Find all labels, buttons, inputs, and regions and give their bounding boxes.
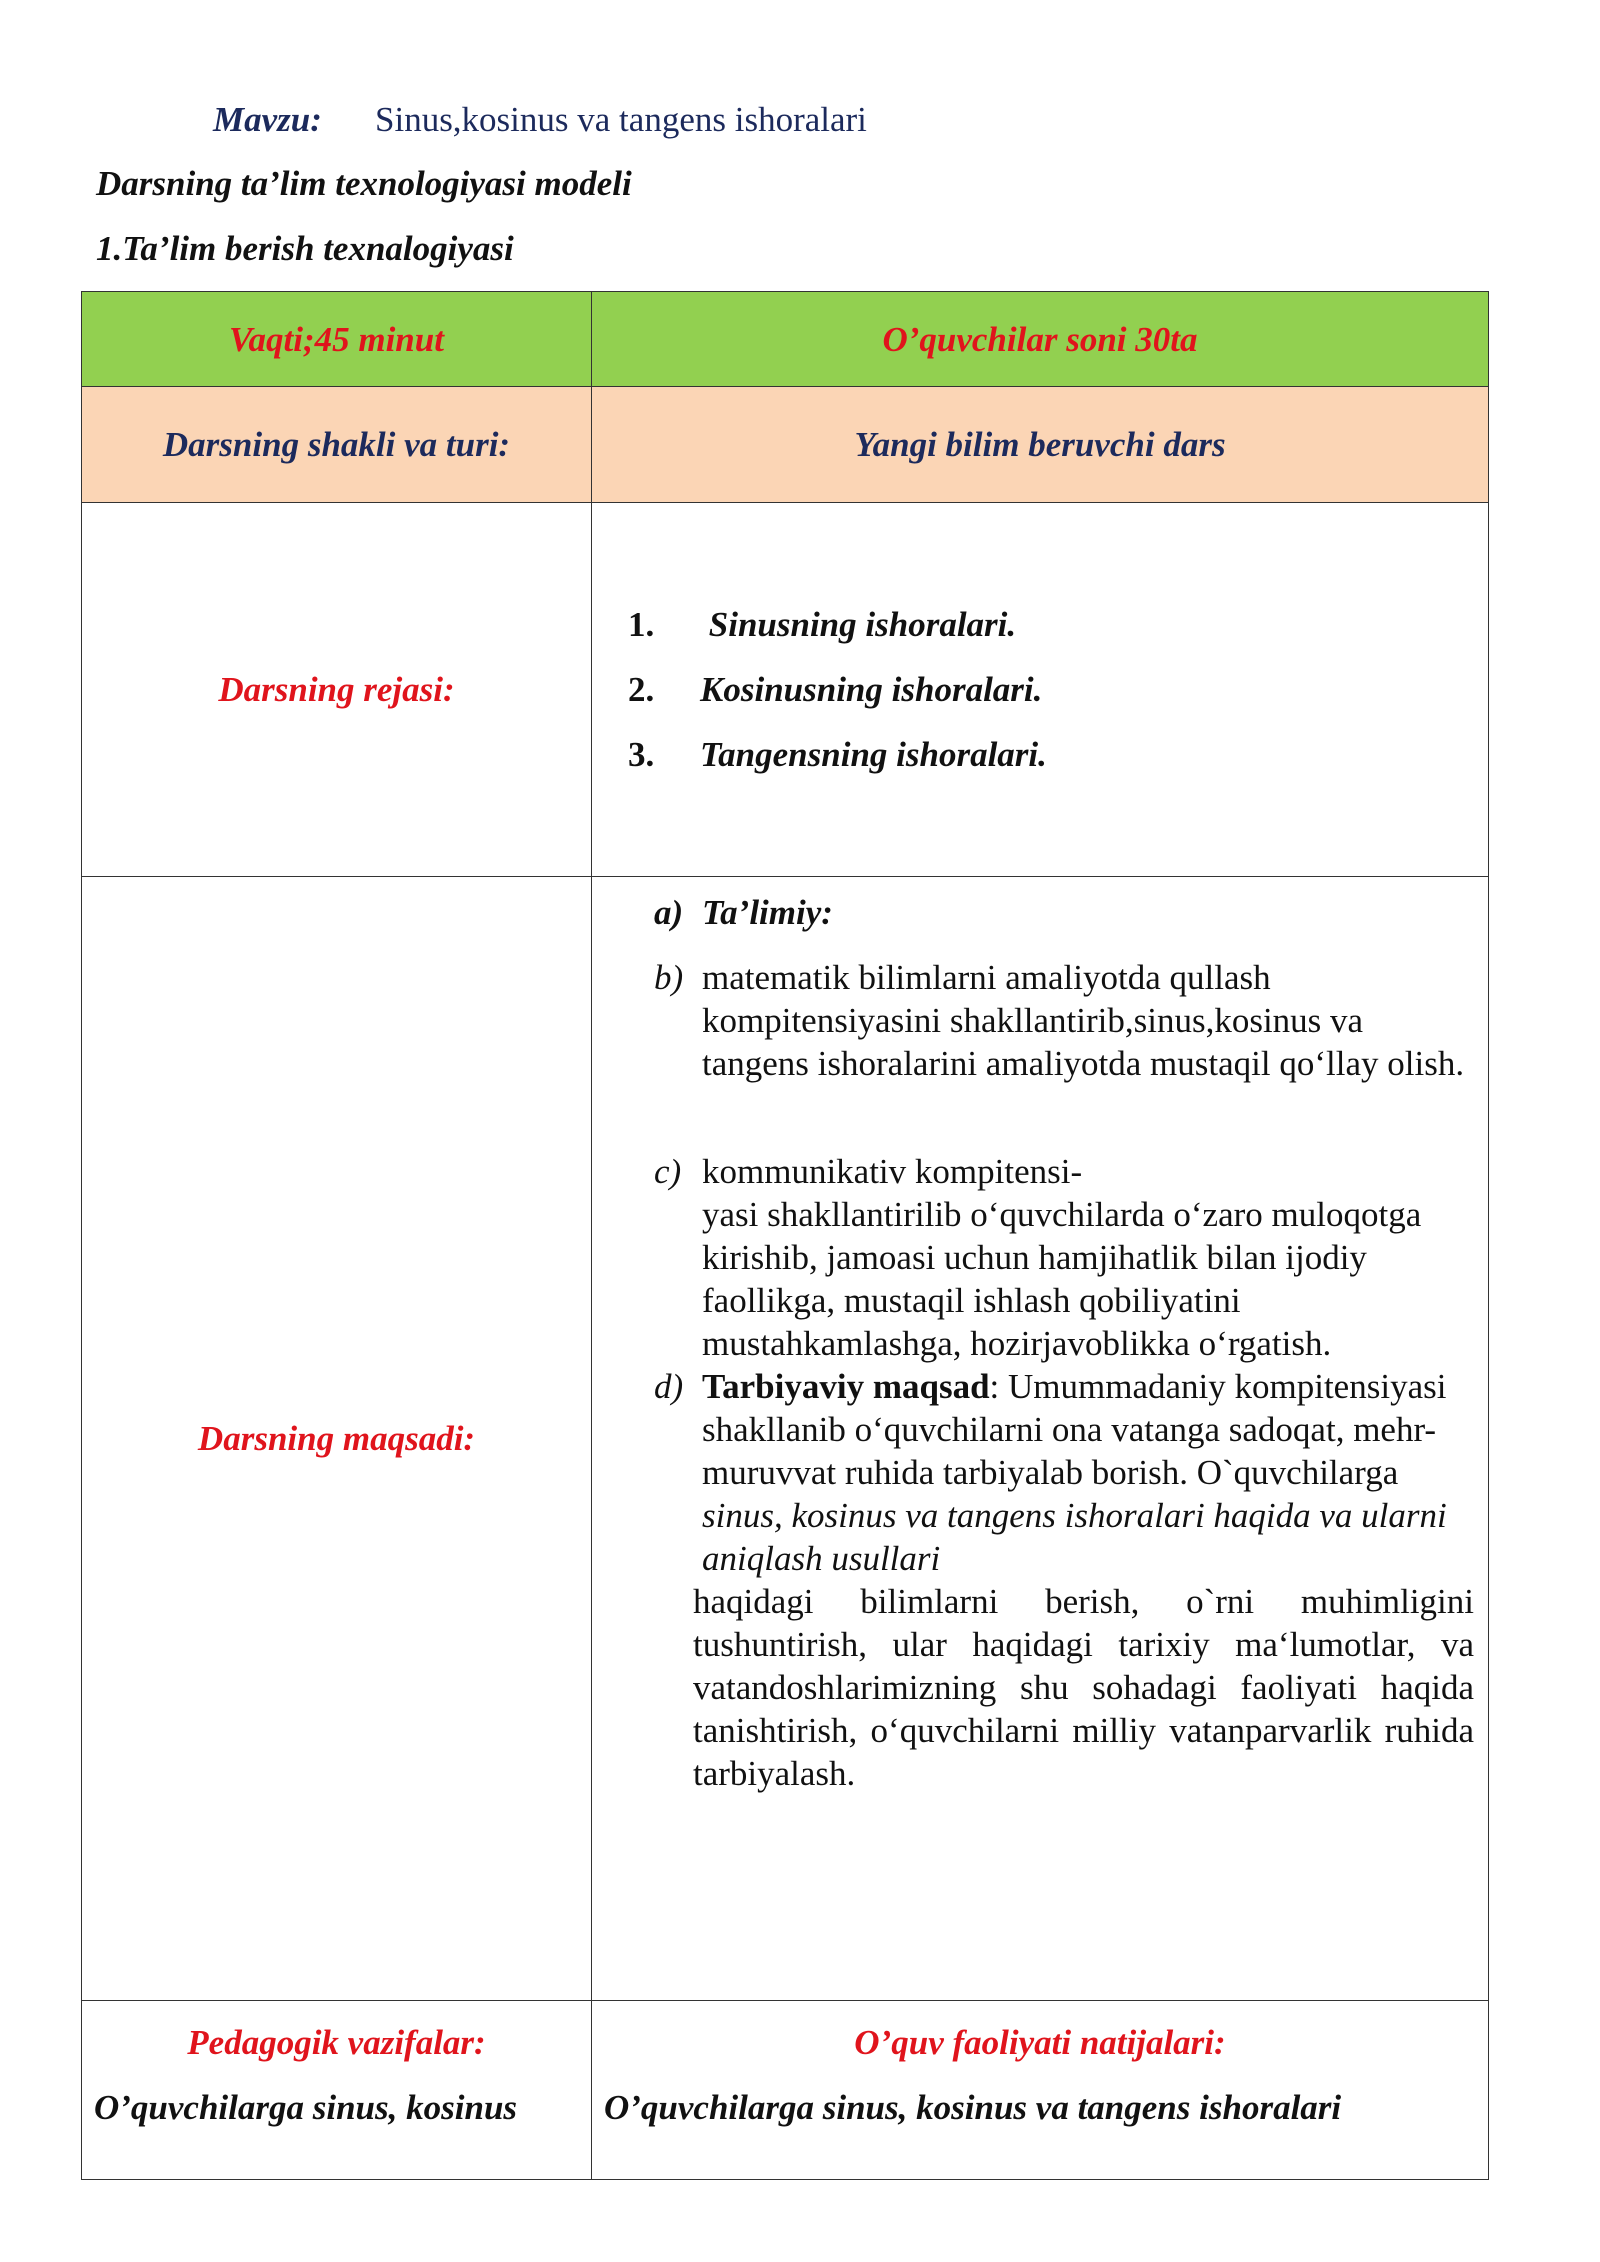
plan-item-text: Tangensning ishoralari. — [700, 735, 1047, 774]
plan-item-text: Kosinusning ishoralari. — [700, 670, 1043, 709]
pedagogic-tasks-cell — [82, 2001, 592, 2180]
goal-tail-paragraph: haqidagi bilimlarni berish, o`rni muhimligini tushuntirish, ular haqidagi tarixiy ma‘lumotlar, va vatandoshlarimizning shu sohadagi faoliyati haqida tanishtirish, o‘quvchilarni milliy vatanparvarlik ruhida tarbiyalash. — [693, 1582, 1474, 1793]
goal-list — [592, 877, 1488, 1580]
tasks-results-row — [82, 2001, 1489, 2180]
plan-item — [628, 722, 1488, 787]
goal-text-rest: yasi shakllantirilib o‘quvchilarda o‘zaro muloqotga kirishib, jamoasi uchun hamjihatlik bilan ijodiy faollikga, mustaqil ishlash qobiliyatini mustahkamlashga, hozirjavoblikka o‘rgatish. — [702, 1195, 1422, 1363]
lesson-form-row — [82, 387, 1489, 503]
topic-line — [213, 99, 867, 141]
plan-item-number: 1. — [628, 605, 655, 644]
topic-value: Sinus,kosinus va tangens ishoralari — [375, 100, 867, 139]
goal-text-line: kommunikativ kompitensi- — [702, 1152, 1083, 1191]
goal-marker: b) — [654, 958, 684, 997]
goal-text — [702, 1365, 1474, 1580]
time-students-row — [82, 292, 1489, 387]
lesson-plan-row — [82, 503, 1489, 877]
goal-item-d — [654, 1365, 1474, 1580]
plan-item-number: 2. — [628, 670, 655, 709]
plan-item — [628, 657, 1488, 722]
technology-title: 1.Ta’lim berish texnalogiyasi — [96, 229, 514, 268]
lesson-plan-list — [592, 592, 1488, 787]
goal-item-a — [654, 891, 1474, 934]
lesson-form-value: Yangi bilim beruvchi dars — [592, 387, 1489, 503]
pedagogic-tasks-label: Pedagogik vazifalar: — [187, 2023, 486, 2062]
goal-marker: c) — [654, 1152, 682, 1191]
lesson-goal-label: Darsning maqsadi: — [82, 877, 592, 2001]
lesson-time: Vaqti;45 minut — [82, 292, 592, 387]
pedagogic-tasks-text: O’quvchilarga sinus, kosinus — [94, 2088, 518, 2127]
goal-marker: a) — [654, 893, 684, 932]
lesson-goal-cell — [592, 877, 1489, 2001]
topic-label: Mavzu: — [213, 100, 322, 139]
plan-item-number: 3. — [628, 735, 655, 774]
lesson-table — [81, 291, 1489, 2180]
model-title: Darsning ta’lim texnologiyasi modeli — [96, 164, 632, 203]
goal-item-c — [654, 1150, 1474, 1365]
goal-item-b — [654, 956, 1474, 1085]
student-count: O’quvchilar soni 30ta — [592, 292, 1489, 387]
goal-text — [702, 1150, 1474, 1365]
goal-text-italic: sinus, kosinus va tangens ishoralari haqida va ularni aniqlash usullari — [702, 1496, 1447, 1578]
lesson-form-label: Darsning shakli va turi: — [82, 387, 592, 503]
goal-bold-title: Tarbiyaviy maqsad — [702, 1367, 990, 1406]
lesson-plan-label: Darsning rejasi: — [82, 503, 592, 877]
learning-results-cell — [592, 2001, 1489, 2180]
goal-text-body: : Umummadaniy kompitensiyasi shakllanib o‘quvchilarni ona vatanga sadoqat, mehr-muruvvat ruhida tarbiyalab borish. O`quvchilarga — [702, 1367, 1447, 1492]
plan-item — [628, 592, 1488, 657]
lesson-plan-cell — [592, 503, 1489, 877]
learning-results-text: O’quvchilarga sinus, kosinus va tangens ishoralari — [604, 2088, 1342, 2127]
lesson-goal-row — [82, 877, 1489, 2001]
goal-marker: d) — [654, 1367, 684, 1406]
plan-item-text: Sinusning ishoralari. — [700, 605, 1017, 644]
goal-text: matematik bilimlarni amaliyotda qullash kompitensiyasini shakllantirib,sinus,kosinus va tangens ishoralarini amaliyotda mustaqil qo‘llay olish. — [702, 958, 1465, 1083]
goal-text: Ta’limiy: — [702, 893, 833, 932]
learning-results-label: O’quv faoliyati natijalari: — [854, 2023, 1226, 2062]
